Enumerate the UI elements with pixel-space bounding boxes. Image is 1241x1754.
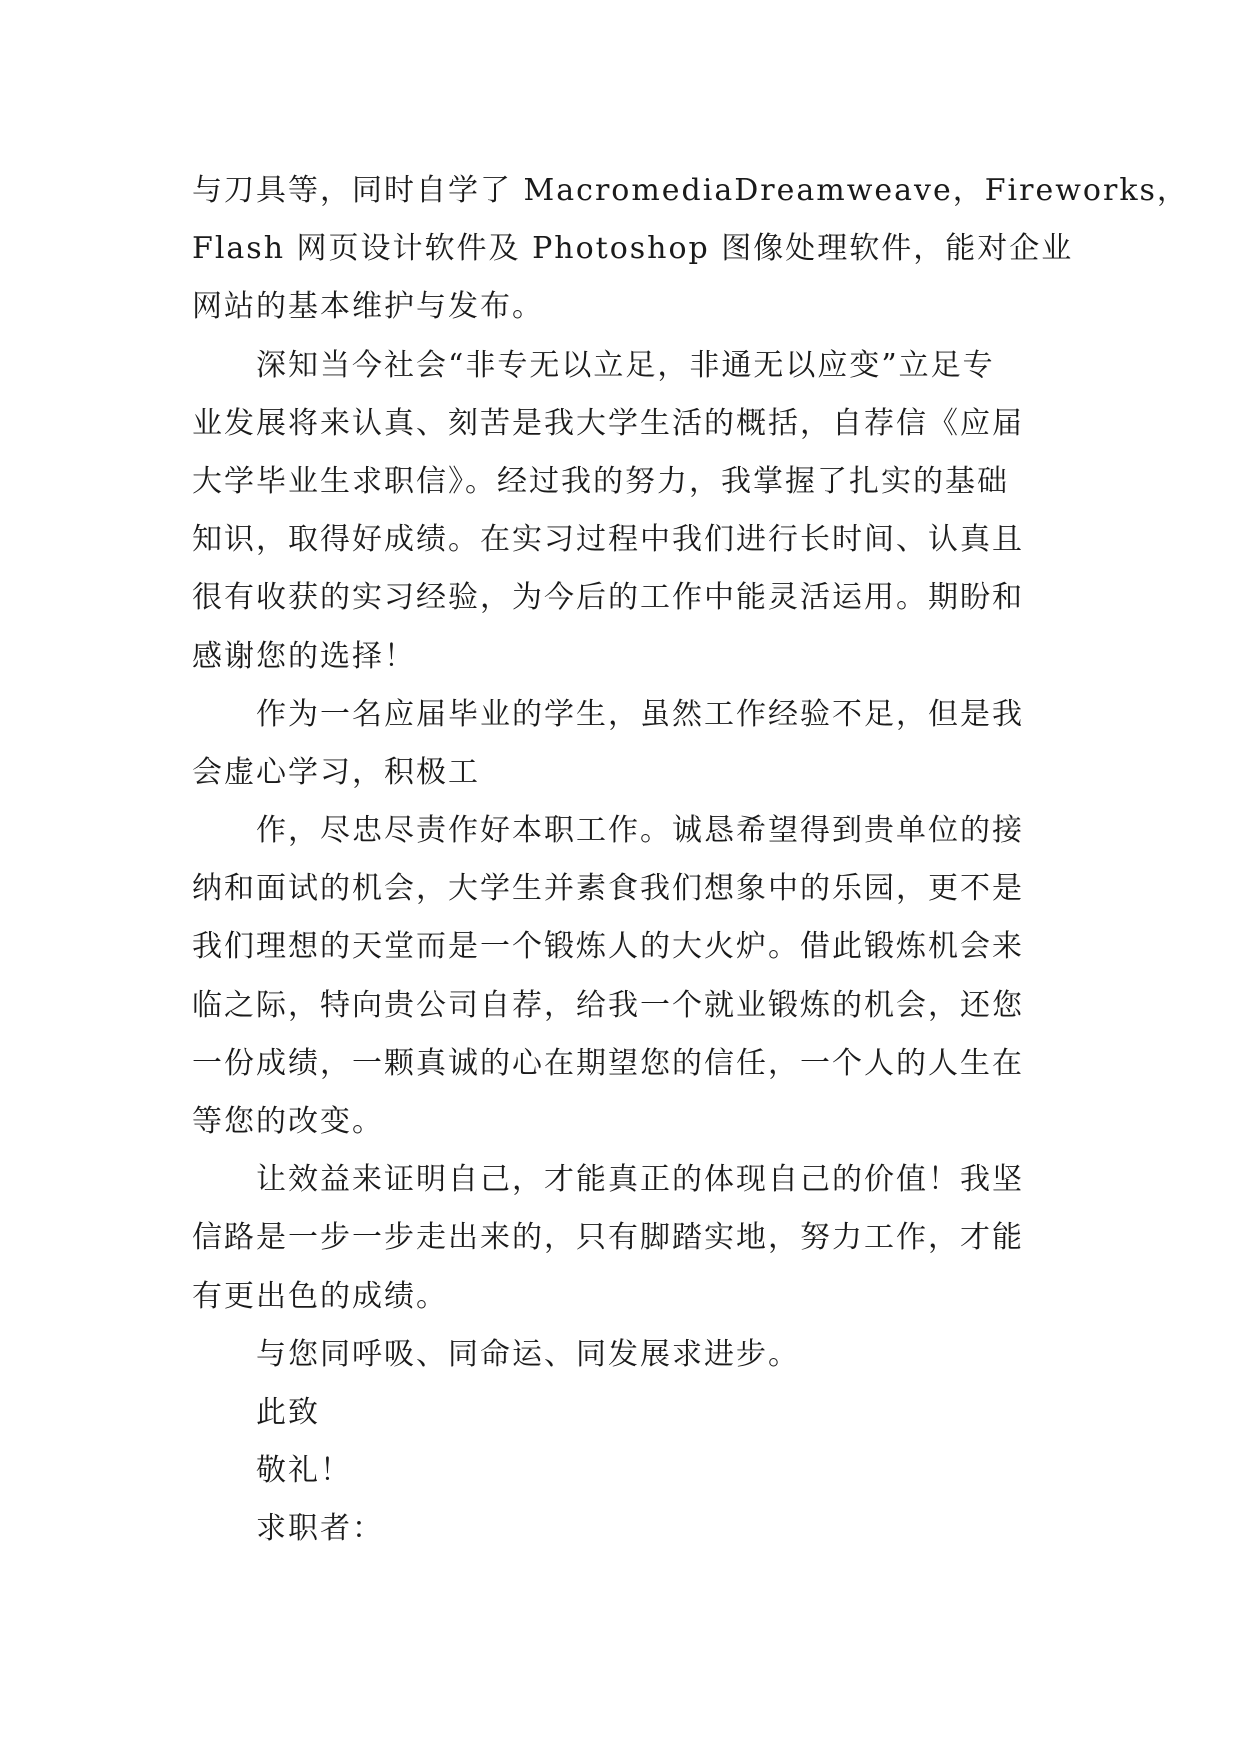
text-line: 临之际，特向贵公司自荐，给我一个就业锻炼的机会，还您 bbox=[192, 987, 1024, 1023]
text-line: 会虚心学习，积极工 bbox=[192, 754, 480, 790]
text-line: 纳和面试的机会，大学生并素食我们想象中的乐园，更不是 bbox=[192, 871, 1024, 907]
text-line: 网站的基本维护与发布。 bbox=[192, 289, 544, 325]
text-line: 信路是一步一步走出来的，只有脚踏实地，努力工作，才能 bbox=[192, 1220, 1024, 1256]
text-line: 很有收获的实习经验，为今后的工作中能灵活运用。期盼和 bbox=[192, 580, 1024, 616]
paragraph-first-line: 作，尽忠尽责作好本职工作。诚恳希望得到贵单位的接 bbox=[256, 813, 1024, 849]
text-line: 等您的改变。 bbox=[192, 1104, 384, 1139]
text-line: Flash 网页设计软件及 Photoshop 图像处理软件，能对企业 bbox=[192, 231, 1074, 267]
text-line: 一份成绩，一颗真诚的心在期望您的信任，一个人的人生在 bbox=[192, 1045, 1024, 1081]
text-line: 我们理想的天堂而是一个锻炼人的大火炉。借此锻炼机会来 bbox=[192, 929, 1024, 965]
signature-label: 求职者： bbox=[256, 1511, 384, 1547]
salutation-jingli: 敬礼！ bbox=[256, 1453, 352, 1489]
paragraph-first-line: 让效益来证明自己，才能真正的体现自己的价值！我坚 bbox=[256, 1162, 1024, 1198]
text-line: 与刀具等，同时自学了 MacromediaDreamweave，Fireworks， bbox=[192, 173, 1189, 208]
closing-line: 与您同呼吸、同命运、同发展求进步。 bbox=[256, 1336, 800, 1372]
salutation-cizhi: 此致 bbox=[256, 1394, 320, 1430]
text-line: 知识，取得好成绩。在实习过程中我们进行长时间、认真且 bbox=[192, 522, 1024, 558]
paragraph-first-line: 作为一名应届毕业的学生，虽然工作经验不足，但是我 bbox=[256, 696, 1024, 732]
text-line: 有更出色的成绩。 bbox=[192, 1278, 448, 1314]
text-line: 感谢您的选择！ bbox=[192, 638, 416, 674]
letter-body bbox=[192, 162, 1189, 1559]
text-line: 大学毕业生求职信》。经过我的努力，我掌握了扎实的基础 bbox=[192, 463, 1009, 499]
text-line: 业发展将来认真、刻苦是我大学生活的概括，自荐信《应届 bbox=[192, 405, 1024, 441]
paragraph-first-line: 深知当今社会“非专无以立足，非通无以应变”立足专 bbox=[256, 347, 995, 383]
